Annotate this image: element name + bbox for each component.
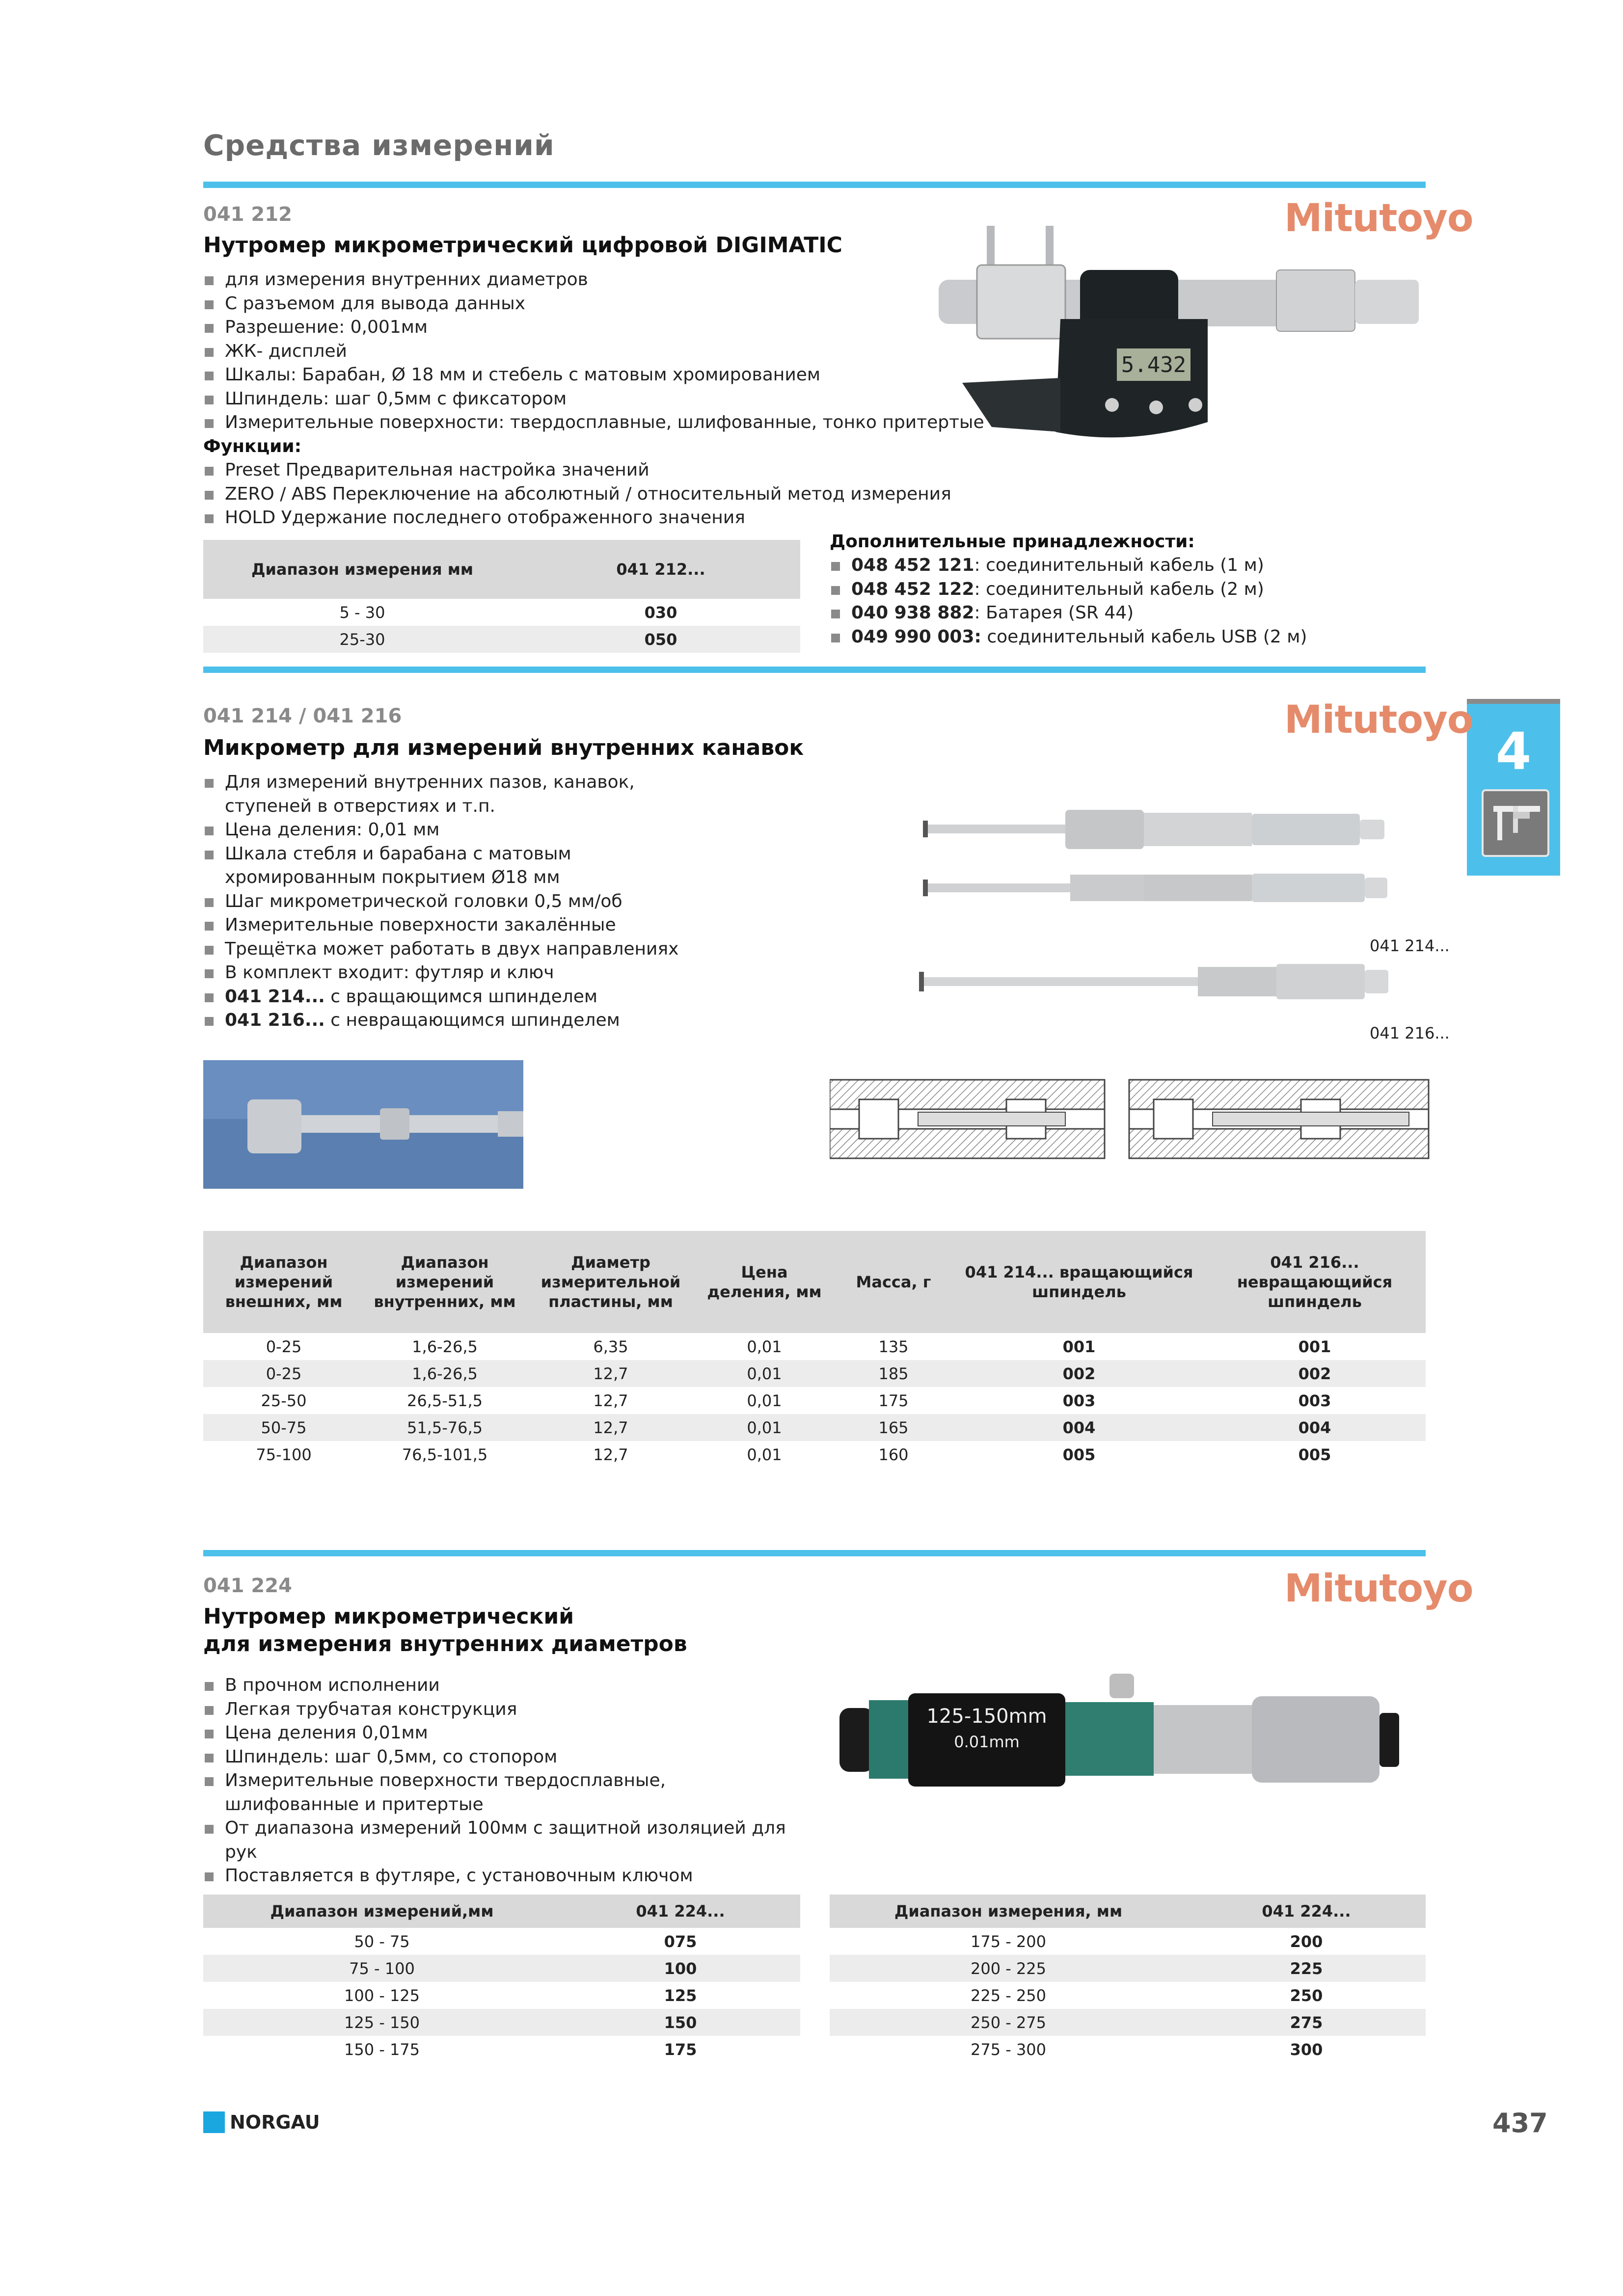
table-cell: 165 [833, 1414, 954, 1441]
feature-item: Шкалы: Барабан, Ø 18 мм и стебель с матовым хромированием [203, 363, 1038, 387]
table-cell: 0,01 [696, 1414, 833, 1441]
table-cell: 003 [1298, 1391, 1331, 1410]
feature-item: Поставляется в футляре, с установочным ключом [203, 1864, 802, 1888]
table-header: 041 224... [561, 1895, 800, 1928]
table-cell: 005 [1298, 1445, 1331, 1464]
section1-title: Нутромер микрометрический цифровой DIGIMATIC [203, 233, 842, 258]
section1-functions [203, 458, 1038, 530]
accessory-code: 040 938 882 [851, 603, 974, 623]
table-cell: 0,01 [747, 1391, 782, 1410]
table-header: Цена деления, мм [696, 1231, 833, 1333]
groove-diagrams [830, 1075, 1434, 1163]
section2-table [203, 1231, 1426, 1468]
norgau-brand: NORGAU [230, 2111, 320, 2133]
feature-item: Для измерений внутренних пазов, канавок, ступеней в отверстиях и т.п. [203, 771, 724, 818]
spindle-code: 041 216... [225, 1010, 325, 1030]
table-row [203, 1360, 1426, 1387]
section3-title-line1: Нутромер микрометрический [203, 1604, 574, 1629]
table-cell: 1,6-26,5 [364, 1360, 525, 1387]
table-cell: 50 - 75 [354, 1932, 410, 1951]
caption-041-214: 041 214... [1370, 936, 1450, 955]
feature-item: В комплект входит: футляр и ключ [203, 961, 724, 985]
table-cell: 75-100 [256, 1445, 312, 1464]
feature-item: Шпиндель: шаг 0,5мм с фиксатором [203, 387, 1038, 411]
feature-item: Шаг микрометрической головки 0,5 мм/об [203, 890, 724, 914]
table-row [203, 1333, 1426, 1360]
section1-table [203, 540, 800, 653]
section3-title-line2: для измерения внутренних диаметров [203, 1631, 687, 1656]
section3-code: 041 224 [203, 1575, 292, 1597]
spindle-closeup-image [203, 1060, 523, 1189]
lcd-display: 5.432 [1121, 352, 1187, 377]
table-cell: 002 [1204, 1360, 1426, 1387]
accessory-item [830, 601, 1419, 625]
accessory-text: : соединительный кабель (2 м) [974, 579, 1264, 599]
section3-divider [203, 1550, 1426, 1556]
tubular-micrometer-image [835, 1669, 1404, 1796]
feature-item: Трещётка может работать в двух направлениях [203, 937, 724, 961]
spindle-text: с вращающимся шпинделем [325, 986, 598, 1007]
table-cell: 200 - 225 [830, 1955, 1187, 1982]
accessories-list [830, 554, 1419, 649]
table-cell: 51,5-76,5 [364, 1414, 525, 1441]
section3-features [203, 1674, 802, 1888]
table-row [203, 2036, 800, 2063]
table-row [203, 1982, 800, 2009]
section2-code: 041 214 / 041 216 [203, 705, 402, 727]
feature-item: Измерительные поверхности закалённые [203, 913, 724, 937]
resolution-label: 0.01mm [954, 1733, 1020, 1751]
table-row [203, 1387, 1426, 1414]
feature-item: С разъемом для вывода данных [203, 292, 1038, 316]
section3-table-right [830, 1895, 1426, 2063]
table-row [830, 1928, 1426, 1955]
table-header: Масса, г [833, 1231, 954, 1333]
table-cell: 12,7 [525, 1360, 696, 1387]
table-header: Диапазон измерений,мм [203, 1895, 561, 1928]
table-cell: 12,7 [593, 1445, 628, 1464]
section2-divider [203, 667, 1426, 673]
table-cell: 004 [1204, 1414, 1426, 1441]
table-cell: 0,01 [747, 1337, 782, 1356]
table-cell: 1,6-26,5 [412, 1337, 478, 1356]
table-cell: 002 [954, 1360, 1204, 1387]
table-row [203, 1414, 1426, 1441]
feature-item: ЖК- дисплей [203, 340, 1038, 364]
feature-item: Измерительные поверхности: твердосплавные, шлифованные, тонко притертые [203, 411, 1038, 435]
section2-title: Микрометр для измерений внутренних канавок [203, 735, 804, 760]
table-cell: 001 [1062, 1337, 1096, 1356]
table-header: Диаметр измерительной пластины, мм [525, 1231, 696, 1333]
feature-item: В прочном исполнении [203, 1674, 802, 1698]
caption-041-216: 041 216... [1370, 1024, 1450, 1042]
table-header: Диапазон измерений внешних, мм [203, 1231, 364, 1333]
table-cell: 100 [561, 1955, 800, 1982]
table-cell: 0,01 [696, 1360, 833, 1387]
function-item: HOLD Удержание последнего отображенного значения [203, 506, 1038, 530]
table-cell: 300 [1290, 2040, 1323, 2059]
table-header: Диапазон измерения мм [203, 540, 521, 599]
accessory-text: : Батарея (SR 44) [974, 603, 1134, 623]
table-cell: 125 - 150 [203, 2009, 561, 2036]
table-row [203, 626, 800, 653]
feature-item: Легкая трубчатая конструкция [203, 1698, 802, 1722]
table-row [830, 1982, 1426, 2009]
feature-item: Цена деления: 0,01 мм [203, 818, 724, 842]
table-cell: 75 - 100 [203, 1955, 561, 1982]
page-number: 437 [1492, 2108, 1548, 2138]
chapter-tab[interactable] [1467, 699, 1560, 876]
table-header: Диапазон измерения, мм [830, 1895, 1187, 1928]
table-row [203, 1955, 800, 1982]
table-cell: 50-75 [203, 1414, 364, 1441]
norgau-logo-square [203, 2111, 225, 2133]
feature-item [203, 985, 724, 1009]
table-cell: 030 [644, 603, 677, 622]
feature-item: Цена деления 0,01мм [203, 1721, 802, 1745]
table-row [830, 1955, 1426, 1982]
feature-item: Шпиндель: шаг 0,5мм, со стопором [203, 1745, 802, 1769]
table-cell: 050 [521, 626, 800, 653]
accessory-text: : соединительный кабель (1 м) [974, 555, 1264, 575]
chapter-number: 4 [1495, 721, 1532, 781]
table-cell: 0,01 [747, 1445, 782, 1464]
table-cell: 250 [1290, 1986, 1323, 2005]
table-header: 041 216... невращающийся шпиндель [1204, 1231, 1426, 1333]
table-cell: 25-30 [203, 626, 521, 653]
table-cell: 275 - 300 [970, 2040, 1047, 2059]
caliper-icon [1482, 789, 1549, 857]
table-cell: 200 [1290, 1932, 1323, 1951]
table-cell: 150 - 175 [344, 2040, 420, 2059]
table-cell: 003 [1062, 1391, 1096, 1410]
section1-features [203, 268, 1038, 435]
table-header: Диапазон измерений внутренних, мм [364, 1231, 525, 1333]
table-cell: 175 [664, 2040, 697, 2059]
table-cell: 5 - 30 [339, 603, 385, 622]
table-cell: 0-25 [266, 1337, 302, 1356]
function-item: ZERO / ABS Переключение на абсолютный / относительный метод измерения [203, 482, 1038, 507]
feature-item: Разрешение: 0,001мм [203, 316, 1038, 340]
table-cell: 175 - 200 [970, 1932, 1047, 1951]
table-cell: 150 [561, 2009, 800, 2036]
mitutoyo-logo: Mitutoyo [1284, 698, 1473, 742]
section1-code: 041 212 [203, 203, 292, 226]
spindle-code: 041 214... [225, 986, 325, 1007]
table-row [203, 1441, 1426, 1468]
table-cell: 075 [664, 1932, 697, 1951]
table-row [203, 599, 800, 626]
table-cell: 160 [878, 1445, 909, 1464]
table-cell: 12,7 [593, 1391, 628, 1410]
function-item: Preset Предварительная настройка значений [203, 458, 1038, 482]
table-cell: 005 [1062, 1445, 1096, 1464]
feature-item [203, 1009, 724, 1033]
table-row [203, 2009, 800, 2036]
accessory-code: 049 990 003: [851, 626, 981, 647]
table-header: 041 224... [1187, 1895, 1426, 1928]
table-cell: 26,5-51,5 [406, 1391, 483, 1410]
table-cell: 100 - 125 [344, 1986, 420, 2005]
digimatic-micrometer-image [933, 216, 1434, 461]
table-header: 041 214... вращающийся шпиндель [954, 1231, 1204, 1333]
table-header: 041 212... [521, 540, 800, 599]
spindle-text: с невращающимся шпинделем [325, 1010, 620, 1030]
table-cell: 6,35 [593, 1337, 628, 1356]
table-cell: 12,7 [525, 1414, 696, 1441]
accessory-code: 048 452 121 [851, 555, 974, 575]
accessory-item [830, 578, 1419, 602]
table-row [830, 2036, 1426, 2063]
feature-item: Шкала стебля и барабана с матовым хромированным покрытием Ø18 мм [203, 842, 724, 890]
accessories-heading: Дополнительные принадлежности: [830, 532, 1195, 552]
mitutoyo-logo: Mitutoyo [1284, 196, 1473, 240]
table-row [830, 2009, 1426, 2036]
section2-features [203, 771, 724, 1033]
section3-table-left [203, 1895, 800, 2063]
table-row [203, 1928, 800, 1955]
feature-item: От диапазона измерений 100мм с защитной изоляцией для рук [203, 1816, 802, 1864]
table-cell: 0-25 [203, 1360, 364, 1387]
accessory-text: соединительный кабель USB (2 м) [981, 626, 1307, 647]
range-label: 125-150mm [926, 1705, 1047, 1728]
table-cell: 25-50 [261, 1391, 307, 1410]
feature-item: Измерительные поверхности твердосплавные, шлифованные и притертые [203, 1769, 802, 1816]
functions-heading: Функции: [203, 436, 302, 456]
mitutoyo-logo: Mitutoyo [1284, 1567, 1473, 1611]
table-cell: 250 - 275 [830, 2009, 1187, 2036]
table-cell: 125 [664, 1986, 697, 2005]
table-cell: 135 [878, 1337, 909, 1356]
groove-micrometers-image [913, 795, 1434, 1021]
accessory-item [830, 625, 1419, 649]
table-cell: 275 [1187, 2009, 1426, 2036]
table-cell: 185 [833, 1360, 954, 1387]
table-cell: 001 [1298, 1337, 1331, 1356]
table-cell: 76,5-101,5 [402, 1445, 488, 1464]
table-cell: 004 [954, 1414, 1204, 1441]
section1-divider [203, 182, 1426, 188]
table-cell: 225 - 250 [970, 1986, 1047, 2005]
page-header-title: Средства измерений [203, 129, 555, 162]
table-cell: 175 [878, 1391, 909, 1410]
accessory-item [830, 554, 1419, 578]
feature-item: для измерения внутренних диаметров [203, 268, 1038, 292]
table-cell: 225 [1187, 1955, 1426, 1982]
accessory-code: 048 452 122 [851, 579, 974, 599]
